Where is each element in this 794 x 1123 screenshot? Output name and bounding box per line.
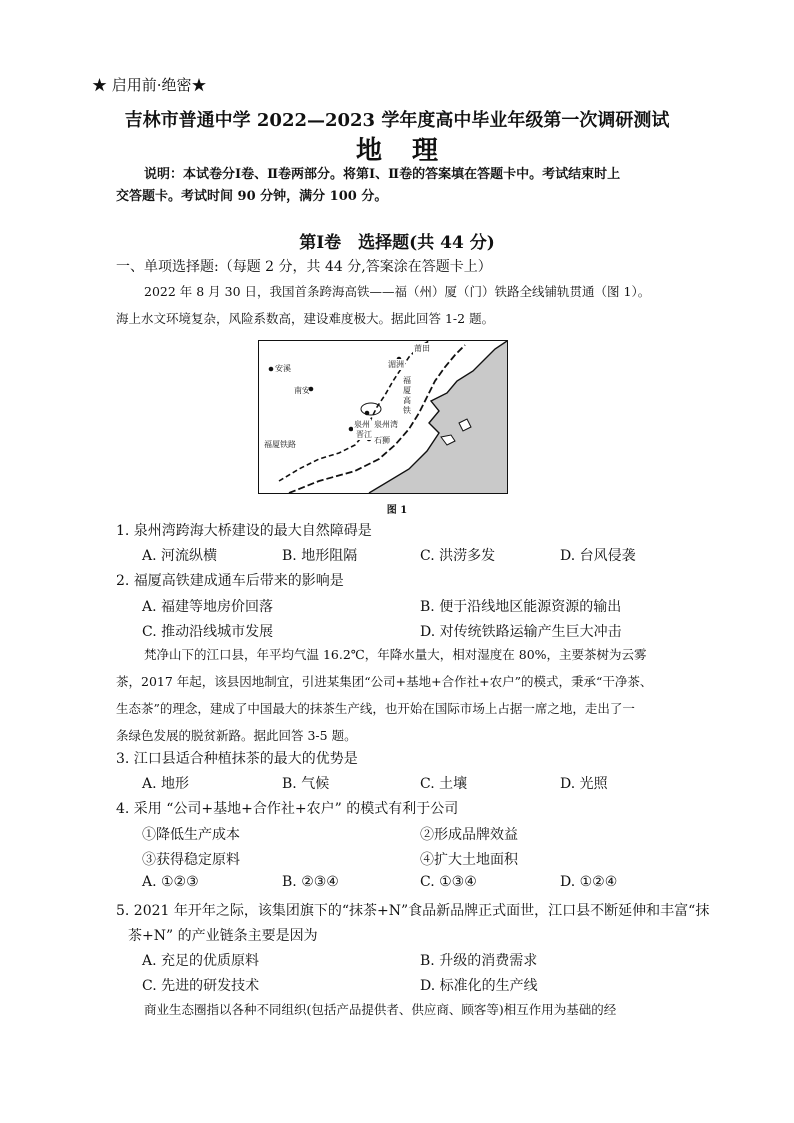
question-3-stem: 3. 江口县适合种植抹茶的最大的优势是 [116,751,358,767]
city-dot-quanzhou [365,411,370,416]
q2-option-c: C. 推动沿线城市发展 [142,624,274,640]
material-2-line4: 条绿色发展的脱贫新路。据此回答 3-5 题。 [116,728,357,743]
map-label-tie: 铁 [403,406,411,415]
q4-option-d: D. ①②④ [560,874,618,890]
q5-option-a: A. 充足的优质原料 [142,953,260,969]
material-1-line2: 海上水文环境复杂，风险系数高，建设难度极大。据此回答 1-2 题。 [116,311,495,326]
q4-option-c: C. ①③④ [420,874,477,890]
quanzhou-bay-ring [361,403,381,415]
q1-option-b: B. 地形阻隔 [282,548,358,564]
q4-statement-3: ③获得稳定原料 [142,852,240,868]
city-dot-anxi [269,367,274,372]
q1-option-d: D. 台风侵袭 [560,548,636,564]
q1-option-c: C. 洪涝多发 [420,548,496,564]
q2-option-d: D. 对传统铁路运输产生巨大冲击 [420,624,622,640]
q3-option-b: B. 气候 [282,776,330,792]
map-label-gao: 高 [403,396,411,405]
material-3 [116,996,684,1023]
map-label-fu: 福 [403,376,411,385]
confidential-mark: ★ 启用前·绝密★ [92,76,207,94]
material-3-line1: 商业生态圈指以各种不同组织(包括产品提供者、供应商、顾客等)相互作用为基础的经 [144,1002,617,1017]
q5-option-d: D. 标准化的生产线 [420,978,538,994]
map-drawing [259,341,507,493]
exam-title: 吉林市普通中学 2022—2023 学年度高中毕业年级第一次调研测试 [124,110,670,131]
instructions-line1: 说明：本试卷分Ⅰ卷、Ⅱ卷两部分。将第Ⅰ、Ⅱ卷的答案填在答题卡中。考试结束时上 [144,167,621,182]
subject-title: 地理 [355,136,468,166]
figure-map [258,340,508,494]
material-1 [116,278,684,332]
q4-option-a: A. ①②③ [142,874,199,890]
question-4-stem: 4. 采用 “公司+基地+合作社+农户” 的模式有利于公司 [116,801,459,817]
map-label-top-right: 莆田 [414,344,430,353]
figure-caption: 图 1 [386,505,408,516]
question-5-stem-line2: 茶+N” 的产业链条主要是因为 [128,928,318,944]
q5-option-c: C. 先进的研发技术 [142,978,260,994]
instructions [116,164,686,208]
q3-option-c: C. 土壤 [420,776,468,792]
material-2-line3: 生态茶”的理念，建成了中国最大的抹茶生产线，也开始在国际市场上占据一席之地，走出了一 [116,701,635,716]
question-1-stem: 1. 泉州湾跨海大桥建设的最大自然障碍是 [116,523,372,539]
material-2-line2: 茶，2017 年起，该县因地制宜，引进某集团“公司+基地+合作社+农户”的模式，秉承“干净茶、 [116,674,653,689]
question-5-stem-line1: 5. 2021 年开年之际，该集团旗下的“抹茶+N”食品新品牌正式面世，江口县不断延伸和丰富“抹 [116,903,710,919]
map-label-top-left: 湄洲 [388,360,404,369]
map-label-nanan: 南安 [294,386,310,395]
q4-statement-4: ④扩大土地面积 [420,852,518,868]
q4-statement-1: ①降低生产成本 [142,827,240,843]
material-2-line1: 梵净山下的江口县，年平均气温 16.2℃，年降水量大，相对湿度在 80%，主要茶树为云雾 [144,647,647,662]
q4-statement-2: ②形成品牌效益 [420,827,518,843]
q2-option-a: A. 福建等地房价回落 [142,599,274,615]
map-label-jinjiang: 晋江 [356,430,372,439]
map-label-shishi: 石狮 [374,436,390,445]
material-1-line1: 2022 年 8 月 30 日，我国首条跨海高铁——福（州）厦（门）铁路全线铺轨贯通（图 1）。 [144,284,651,299]
map-label-railway: 福厦铁路 [264,440,296,449]
q4-option-b: B. ②③④ [282,874,339,890]
part1-title: 第Ⅰ卷 选择题(共 44 分) [299,233,495,253]
question-2-stem: 2. 福厦高铁建成通车后带来的影响是 [116,573,344,589]
q3-option-d: D. 光照 [560,776,608,792]
q3-option-a: A. 地形 [142,776,190,792]
instructions-line2: 交答题卡。考试时间 90 分钟，满分 100 分。 [116,189,388,204]
map-label-anxi: 安溪 [275,364,291,373]
q1-option-a: A. 河流纵横 [142,548,218,564]
q2-option-b: B. 便于沿线地区能源资源的输出 [420,599,622,615]
material-2 [116,641,684,749]
map-label-xia: 厦 [403,386,411,395]
q5-option-b: B. 升级的消费需求 [420,953,538,969]
map-label-quanzhou-bay: 泉州湾 [374,420,398,429]
map-label-quanzhou: 泉州 [354,420,370,429]
section-heading: 一、单项选择题:（每题 2 分，共 44 分,答案涂在答题卡上） [116,259,492,275]
